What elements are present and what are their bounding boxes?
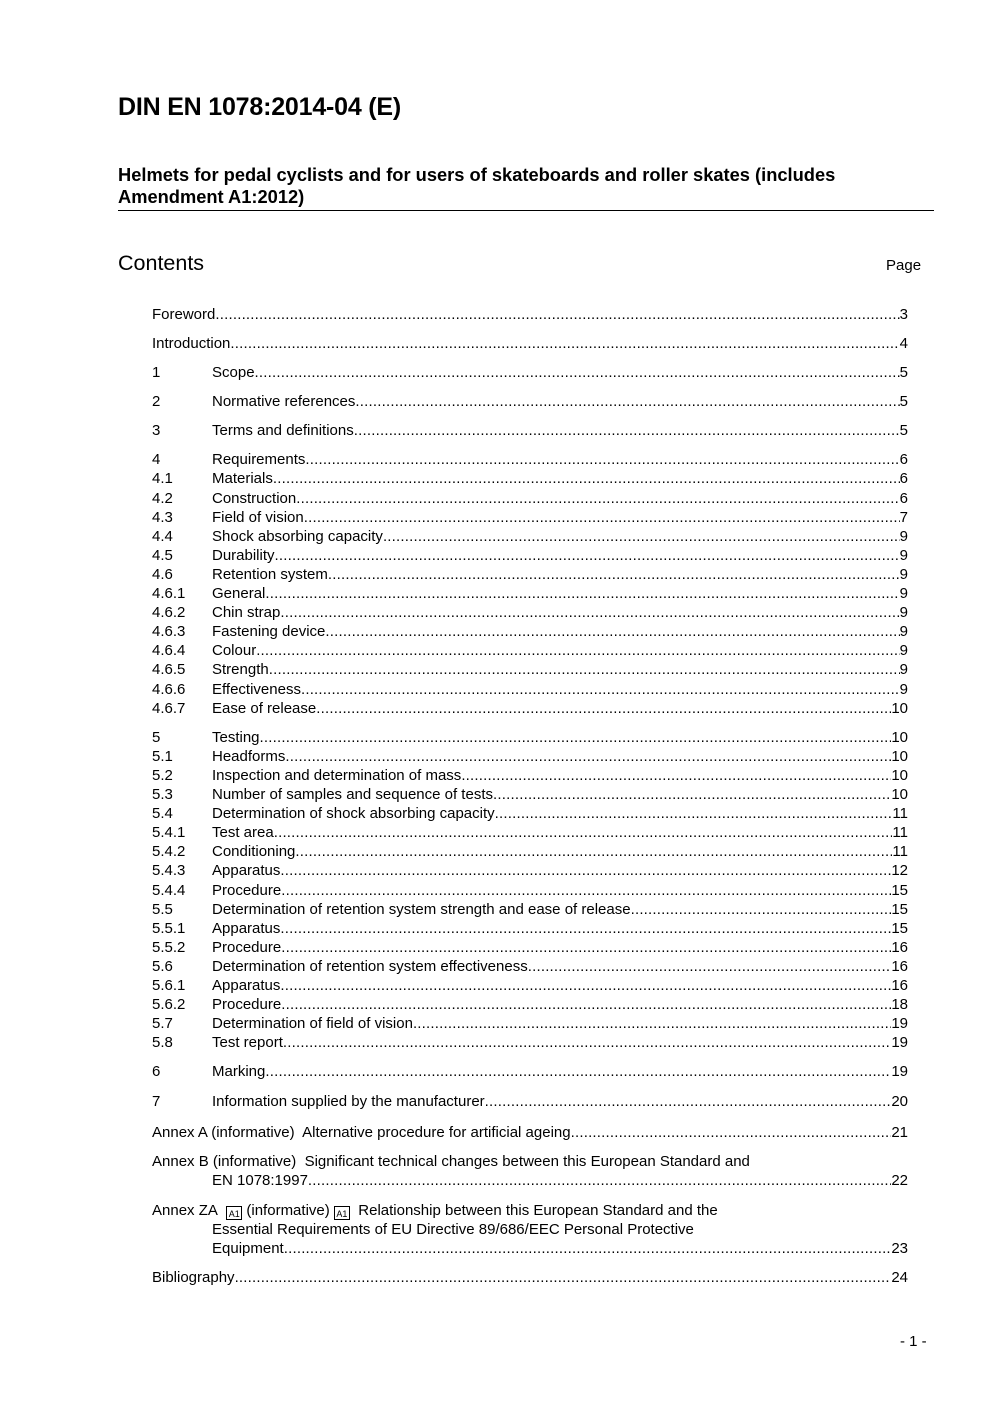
toc-entry-4-6-4[interactable] — [152, 641, 908, 660]
toc-entry-4-6[interactable] — [152, 565, 908, 584]
toc-entry-text: Colour — [212, 642, 257, 660]
toc-entry-page: 11 — [892, 824, 908, 842]
toc-entry-number: 5.5.2 — [152, 938, 186, 956]
leader-dots — [325, 622, 899, 641]
toc-entry-text: Determination of retention system effectiveness — [212, 957, 528, 975]
document-title-line-1: Helmets for pedal cyclists and for users of skateboards and roller skates (includes — [118, 164, 836, 185]
toc-entry-number: 5.4.2 — [152, 843, 186, 861]
leader-dots — [275, 546, 900, 565]
toc-entry-page: 9 — [899, 623, 908, 641]
toc-entry-text: Shock absorbing capacity — [212, 527, 383, 545]
toc-entry-page: 20 — [891, 1092, 908, 1110]
toc-entry-number: 1 — [152, 364, 161, 381]
toc-entry-5-5-2[interactable] — [152, 938, 908, 957]
toc-entry-annex-za[interactable] — [152, 1201, 908, 1220]
toc-entry-4-6-2[interactable] — [152, 603, 908, 622]
toc-entry-4-6-1[interactable] — [152, 584, 908, 603]
toc-entry-number: 4.6.3 — [152, 623, 186, 641]
toc-entry-text: Scope — [212, 364, 255, 381]
toc-entry-text: Conditioning — [212, 843, 296, 861]
toc-entry-number: 4.6.7 — [152, 699, 186, 717]
document-id: DIN EN 1078:2014-04 (E) — [118, 93, 402, 121]
annex-title: Alternative procedure for artificial ageing — [302, 1124, 571, 1141]
toc-entry-page: 21 — [891, 1124, 908, 1141]
leader-dots — [383, 527, 900, 546]
leader-dots — [256, 641, 899, 660]
leader-dots — [273, 469, 900, 488]
toc-entry-text: Foreword — [152, 306, 216, 323]
toc-entry-number: 5.2 — [152, 766, 173, 784]
toc-entry-page: 9 — [899, 565, 908, 583]
toc-entry-page: 23 — [891, 1240, 908, 1257]
toc-entry-text: Apparatus — [212, 919, 281, 937]
toc-entry-page: 16 — [891, 938, 908, 956]
toc-entry-page: 18 — [891, 996, 908, 1014]
toc-entry-number: 5.6.1 — [152, 977, 186, 994]
toc-entry-5-4-4[interactable] — [152, 881, 908, 900]
toc-entry-page: 6 — [899, 470, 908, 488]
toc-entry-page: 9 — [899, 546, 908, 564]
toc-entry-text: Test area — [212, 824, 274, 842]
toc-entry-number: 4.3 — [152, 508, 173, 526]
leader-dots — [355, 392, 899, 411]
toc-entry-page: 3 — [899, 306, 908, 323]
toc-entry-annex-a[interactable] — [152, 1123, 908, 1142]
toc-entry-4-1[interactable] — [152, 469, 908, 488]
leader-dots — [215, 305, 899, 324]
toc-entry-page: 10 — [891, 699, 908, 717]
toc-entry-text: Requirements — [212, 451, 306, 469]
toc-entry-text: Determination of field of vision — [212, 1015, 413, 1033]
toc-entry-page: 4 — [899, 335, 908, 352]
leader-dots — [274, 823, 893, 842]
toc-entry-number: 6 — [152, 1063, 161, 1081]
toc-entry-text: Chin strap — [212, 604, 281, 622]
toc-entry-5-6[interactable] — [152, 957, 908, 976]
toc-entry-number: 4.2 — [152, 489, 173, 507]
toc-entry-number: 4.1 — [152, 470, 173, 488]
leader-dots — [295, 842, 892, 861]
annex-label: Annex B — [152, 1153, 209, 1170]
toc-entry-number: 5.4.4 — [152, 881, 186, 899]
toc-entry-text: Headforms — [212, 747, 286, 765]
document-title — [118, 164, 933, 208]
page-column-heading: Page — [886, 257, 922, 274]
toc-entry-page: 16 — [891, 977, 908, 994]
annex-title-line-3: Equipment — [212, 1240, 284, 1257]
toc-entry-text: Field of vision — [212, 508, 304, 526]
toc-entry-5-7[interactable] — [152, 1014, 908, 1033]
leader-dots — [301, 680, 900, 699]
toc-entry-number: 5.8 — [152, 1034, 173, 1052]
toc-entry-6[interactable] — [152, 1062, 908, 1081]
toc-entry-text: Testing — [212, 728, 260, 746]
toc-entry-5-5[interactable] — [152, 900, 908, 919]
toc-entry-text: Normative references — [212, 393, 356, 411]
annex-title-line-1: Relationship between this European Standard and the — [358, 1202, 718, 1219]
toc-entry-5-6-2[interactable] — [152, 995, 908, 1014]
toc-entry-text: General — [212, 585, 266, 602]
toc-entry-page: 12 — [891, 862, 908, 880]
toc-entry-text: Information supplied by the manufacturer — [212, 1092, 485, 1110]
toc-entry-2[interactable] — [152, 392, 908, 411]
toc-entry-page: 11 — [892, 805, 908, 823]
toc-entry-introduction[interactable] — [152, 334, 908, 353]
toc-entry-number: 5.6 — [152, 957, 173, 975]
toc-entry-text: Ease of release — [212, 699, 317, 717]
toc-entry-number: 3 — [152, 422, 161, 440]
toc-entry-text: Test report — [212, 1034, 283, 1052]
toc-entry-page: 9 — [899, 585, 908, 602]
toc-entry-page: 9 — [899, 604, 908, 622]
leader-dots — [269, 660, 900, 679]
toc-entry-page: 6 — [899, 451, 908, 469]
toc-entry-4[interactable] — [152, 450, 908, 469]
toc-entry-page: 10 — [891, 747, 908, 765]
toc-entry-4-6-5[interactable] — [152, 660, 908, 679]
leader-dots — [265, 584, 899, 603]
toc-entry-page: 9 — [899, 680, 908, 698]
toc-entry-4-4[interactable] — [152, 527, 908, 546]
toc-entry-text: Apparatus — [212, 862, 281, 880]
toc-entry-text: Procedure — [212, 938, 282, 956]
page-number: - 1 - — [900, 1333, 927, 1350]
toc-entry-7[interactable] — [152, 1092, 908, 1111]
toc-entry-number: 4.4 — [152, 527, 173, 545]
leader-dots — [281, 995, 891, 1014]
toc-entry-5-2[interactable] — [152, 766, 908, 785]
toc-entry-text: Effectiveness — [212, 680, 301, 698]
toc-entry-1[interactable] — [152, 363, 908, 382]
toc-entry-number: 5.5.1 — [152, 919, 186, 937]
amendment-close-marker-icon: A1 — [334, 1206, 350, 1220]
toc-entry-page: 16 — [891, 957, 908, 975]
toc-entry-annex-b[interactable] — [152, 1152, 908, 1171]
toc-entry-text: Determination of retention system strength and ease of release — [212, 900, 631, 918]
toc-entry-page: 11 — [892, 843, 908, 861]
toc-entry-number: 7 — [152, 1092, 161, 1110]
toc-entry-text: Determination of shock absorbing capacity — [212, 805, 495, 823]
leader-dots — [265, 1062, 891, 1081]
toc-entry-4-6-7[interactable] — [152, 699, 908, 718]
toc-entry-5-8[interactable] — [152, 1033, 908, 1052]
toc-entry-page: 22 — [891, 1172, 908, 1189]
toc-entry-number: 4 — [152, 451, 161, 469]
toc-entry-text: Apparatus — [212, 977, 281, 994]
toc-entry-5-6-1[interactable] — [152, 976, 908, 995]
toc-entry-5-3[interactable] — [152, 785, 908, 804]
toc-entry-annex-za-continued-1[interactable] — [152, 1220, 908, 1239]
toc-entry-text: Retention system — [212, 565, 328, 583]
toc-entry-annex-b-continued[interactable] — [152, 1171, 908, 1190]
leader-dots — [260, 728, 892, 747]
toc-entry-5-4-2[interactable] — [152, 842, 908, 861]
toc-entry-bibliography[interactable] — [152, 1268, 908, 1287]
leader-dots — [305, 450, 899, 469]
leader-dots — [280, 919, 891, 938]
leader-dots — [308, 1171, 891, 1190]
toc-entry-number: 5.4.1 — [152, 824, 186, 842]
leader-dots — [281, 881, 891, 900]
toc-entry-text: Procedure — [212, 881, 282, 899]
leader-dots — [495, 804, 893, 823]
leader-dots — [493, 785, 891, 804]
leader-dots — [280, 603, 899, 622]
toc-entry-4-2[interactable] — [152, 489, 908, 508]
toc-entry-5-4-3[interactable] — [152, 861, 908, 880]
leader-dots — [255, 363, 900, 382]
toc-entry-number: 4.6.1 — [152, 585, 186, 602]
toc-entry-page: 10 — [891, 728, 908, 746]
toc-entry-5-1[interactable] — [152, 747, 908, 766]
leader-dots — [328, 565, 900, 584]
annex-type: (informative) — [211, 1124, 295, 1141]
toc-entry-text: Strength — [212, 661, 269, 679]
toc-entry-number: 4.6.4 — [152, 642, 186, 660]
toc-entry-number: 5.5 — [152, 900, 173, 918]
annex-title-line-2: Essential Requirements of EU Directive 89/686/EEC Personal Protective — [212, 1221, 694, 1238]
toc-entry-3[interactable] — [152, 421, 908, 440]
toc-entry-page: 10 — [891, 766, 908, 784]
toc-entry-text: Introduction — [152, 335, 231, 352]
leader-dots — [413, 1014, 891, 1033]
toc-entry-page: 10 — [891, 786, 908, 803]
toc-entry-number: 5 — [152, 728, 161, 746]
leader-dots — [283, 1033, 891, 1052]
leader-dots — [631, 900, 892, 919]
toc-entry-5-4[interactable] — [152, 804, 908, 823]
document-title-line-2: Amendment A1:2012) — [118, 186, 305, 207]
toc-entry-page: 15 — [891, 919, 908, 937]
leader-dots — [284, 1239, 892, 1258]
toc-entry-annex-za-continued-2[interactable] — [152, 1239, 908, 1258]
toc-entry-5-5-1[interactable] — [152, 919, 908, 938]
toc-entry-page: 24 — [891, 1269, 908, 1286]
leader-dots — [571, 1123, 892, 1142]
leader-dots — [296, 489, 899, 508]
toc-entry-number: 5.4 — [152, 805, 173, 823]
toc-entry-number: 4.6.5 — [152, 661, 186, 679]
toc-entry-text: Procedure — [212, 996, 282, 1014]
toc-entry-foreword[interactable] — [152, 305, 908, 324]
toc-entry-4-6-6[interactable] — [152, 680, 908, 699]
toc-entry-page: 19 — [891, 1034, 908, 1052]
leader-dots — [485, 1092, 892, 1111]
annex-type: (informative) — [212, 1153, 297, 1170]
toc-entry-5-4-1[interactable] — [152, 823, 908, 842]
toc-entry-number: 4.6 — [152, 565, 173, 583]
leader-dots — [280, 976, 891, 995]
toc-entry-text: Construction — [212, 489, 297, 507]
toc-entry-page: 15 — [891, 881, 908, 899]
toc-entry-page: 7 — [899, 508, 908, 526]
toc-entry-page: 9 — [899, 642, 908, 660]
leader-dots — [461, 766, 891, 785]
amendment-open-marker-icon: A1 — [226, 1206, 242, 1220]
toc-entry-page: 15 — [891, 900, 908, 918]
toc-entry-text: Durability — [212, 546, 275, 564]
toc-entry-page: 6 — [899, 489, 908, 507]
annex-label: Annex ZA — [152, 1202, 218, 1219]
annex-type: (informative) — [246, 1202, 330, 1219]
annex-label: Annex A — [152, 1124, 208, 1141]
toc-entry-text: Fastening device — [212, 623, 326, 641]
toc-entry-number: 5.4.3 — [152, 862, 186, 880]
toc-entry-page: 9 — [899, 661, 908, 679]
leader-dots — [354, 421, 900, 440]
toc-entry-4-6-3[interactable] — [152, 622, 908, 641]
toc-entry-number: 5.6.2 — [152, 996, 186, 1014]
leader-dots — [280, 861, 891, 880]
toc-entry-number: 5.7 — [152, 1015, 173, 1033]
leader-dots — [285, 747, 891, 766]
toc-entry-5[interactable] — [152, 728, 908, 747]
annex-title-line-1: Significant technical changes between this European Standard and — [304, 1153, 750, 1170]
annex-title-line-2: EN 1078:1997 — [212, 1172, 308, 1189]
toc-entry-page: 5 — [899, 393, 908, 411]
toc-entry-number: 5.3 — [152, 786, 173, 803]
toc-entry-page: 19 — [891, 1015, 908, 1033]
toc-entry-number: 2 — [152, 393, 161, 411]
toc-entry-number: 4.6.2 — [152, 604, 186, 622]
toc-entry-text: Bibliography — [152, 1269, 235, 1286]
toc-entry-text: Number of samples and sequence of tests — [212, 786, 493, 803]
contents-heading: Contents — [118, 251, 205, 275]
toc-entry-page: 9 — [899, 527, 908, 545]
leader-dots — [235, 1268, 892, 1287]
title-divider — [118, 210, 934, 211]
toc-entry-page: 19 — [891, 1063, 908, 1081]
toc-entry-text: Materials — [212, 470, 273, 488]
toc-entry-text: Inspection and determination of mass — [212, 766, 462, 784]
toc-entry-number: 4.6.6 — [152, 680, 186, 698]
leader-dots — [304, 508, 900, 527]
toc-entry-4-3[interactable] — [152, 508, 908, 527]
toc-entry-text: Terms and definitions — [212, 422, 354, 440]
toc-entry-number: 5.1 — [152, 747, 173, 765]
leader-dots — [528, 957, 892, 976]
leader-dots — [316, 699, 891, 718]
leader-dots — [281, 938, 891, 957]
toc-entry-page: 5 — [899, 364, 908, 381]
leader-dots — [230, 334, 899, 353]
toc-entry-text: Marking — [212, 1063, 266, 1081]
toc-entry-number: 4.5 — [152, 546, 173, 564]
toc-entry-4-5[interactable] — [152, 546, 908, 565]
toc-entry-page: 5 — [899, 422, 908, 440]
